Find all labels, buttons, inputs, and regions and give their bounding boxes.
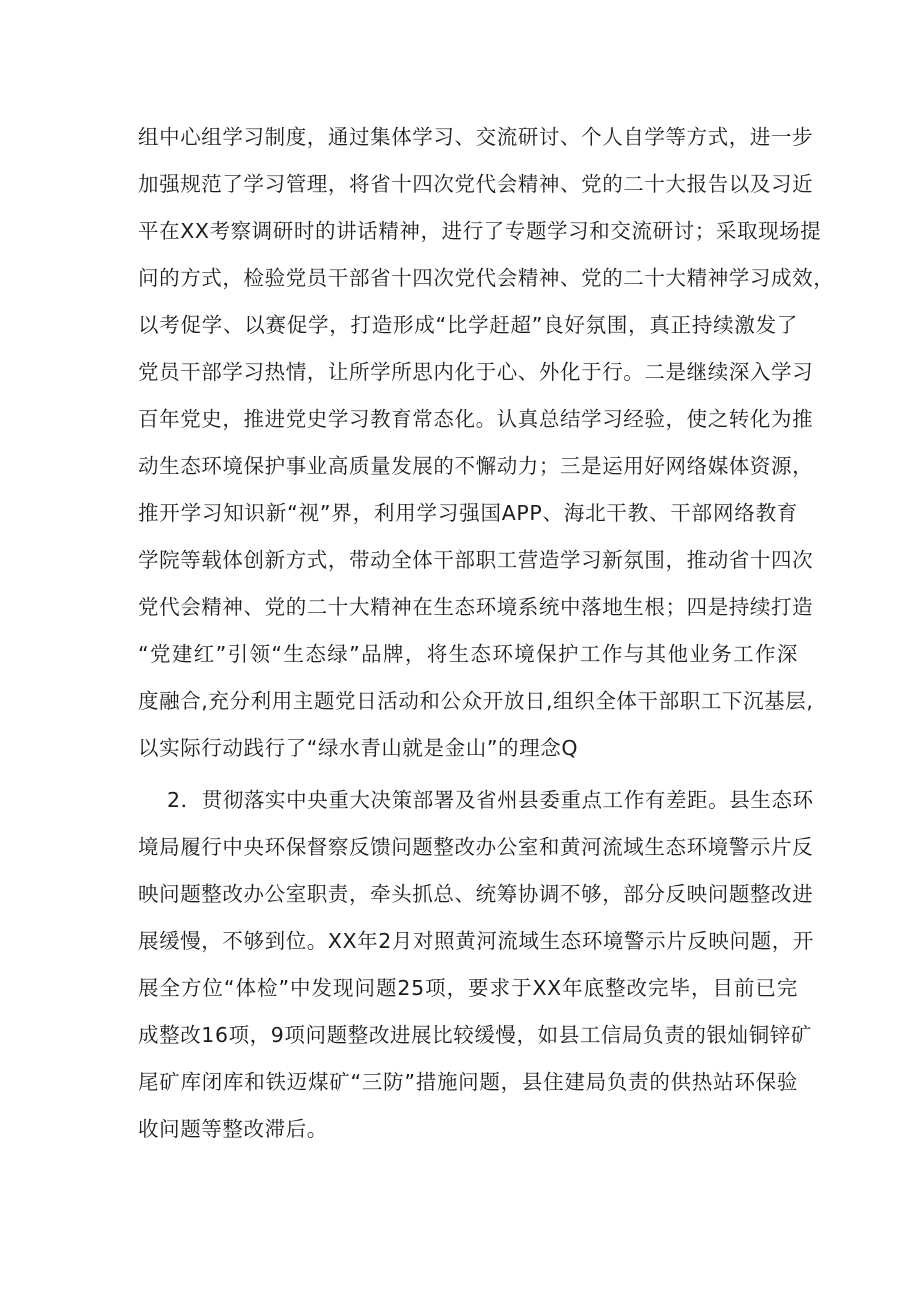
paragraph-line: 党员干部学习热情，让所学所思内化于心、外化于行。二是继续深入学习 bbox=[138, 360, 814, 384]
paragraph-line: 加强规范了学习管理，将省十四次党代会精神、党的二十大报告以及习近 bbox=[138, 172, 814, 196]
paragraph-line: 动生态环境保护事业高质量发展的不懈动力；三是运用好网络媒体资源， bbox=[138, 454, 814, 478]
paragraph-line: “党建红”引领“生态绿”品牌，将生态环境保护工作与其他业务工作深 bbox=[138, 642, 798, 666]
paragraph-line: 展全方位“体检”中发现问题25项，要求于XX年底整改完毕，目前已完 bbox=[138, 976, 798, 1000]
paragraph-line: 平在XX考察调研时的讲话精神，进行了专题学习和交流研讨；采取现场提 bbox=[138, 219, 822, 243]
paragraph-line: 收问题等整改滞后。 bbox=[138, 1117, 328, 1141]
paragraph-line: 以考促学、以赛促学，打造形成“比学赶超”良好氛围，真正持续激发了 bbox=[138, 313, 798, 337]
paragraph-line: 映问题整改办公室职责，牵头抓总、统筹协调不够，部分反映问题整改进 bbox=[138, 882, 814, 906]
paragraph-line: 问的方式，检验党员干部省十四次党代会精神、党的二十大精神学习成效， bbox=[138, 266, 835, 290]
paragraph-line: 百年党史，推进党史学习教育常态化。认真总结学习经验，使之转化为推 bbox=[138, 407, 814, 431]
paragraph-line: 度融合,充分利用主题党日活动和公众开放日,组织全体干部职工下沉基层, bbox=[138, 689, 814, 713]
paragraph-line: 推开学习知识新“视”界，利用学习强国APP、海北干教、干部网络教育 bbox=[138, 501, 798, 525]
paragraph-line: 组中心组学习制度，通过集体学习、交流研讨、个人自学等方式，进一步 bbox=[138, 125, 814, 149]
paragraph-line: 2．贯彻落实中央重大决策部署及省州县委重点工作有差距。县生态环 bbox=[167, 788, 814, 812]
paragraph-line: 境局履行中央环保督察反馈问题整改办公室和黄河流域生态环境警示片反 bbox=[138, 835, 814, 859]
paragraph-line: 以实际行动践行了“绿水青山就是金山”的理念Q bbox=[138, 736, 579, 760]
paragraph-line: 学院等载体创新方式，带动全体干部职工营造学习新氛围，推动省十四次 bbox=[138, 548, 814, 572]
paragraph-line: 成整改16项，9项问题整改进展比较缓慢，如县工信局负责的银灿铜锌矿 bbox=[138, 1023, 812, 1047]
paragraph-line: 展缓慢，不够到位。XX年2月对照黄河流域生态环境警示片反映问题，开 bbox=[138, 929, 814, 953]
paragraph-line: 党代会精神、党的二十大精神在生态环境系统中落地生根；四是持续打造 bbox=[138, 595, 814, 619]
paragraph-line: 尾矿库闭库和铁迈煤矿“三防”措施问题，县住建局负责的供热站环保验 bbox=[138, 1070, 798, 1094]
